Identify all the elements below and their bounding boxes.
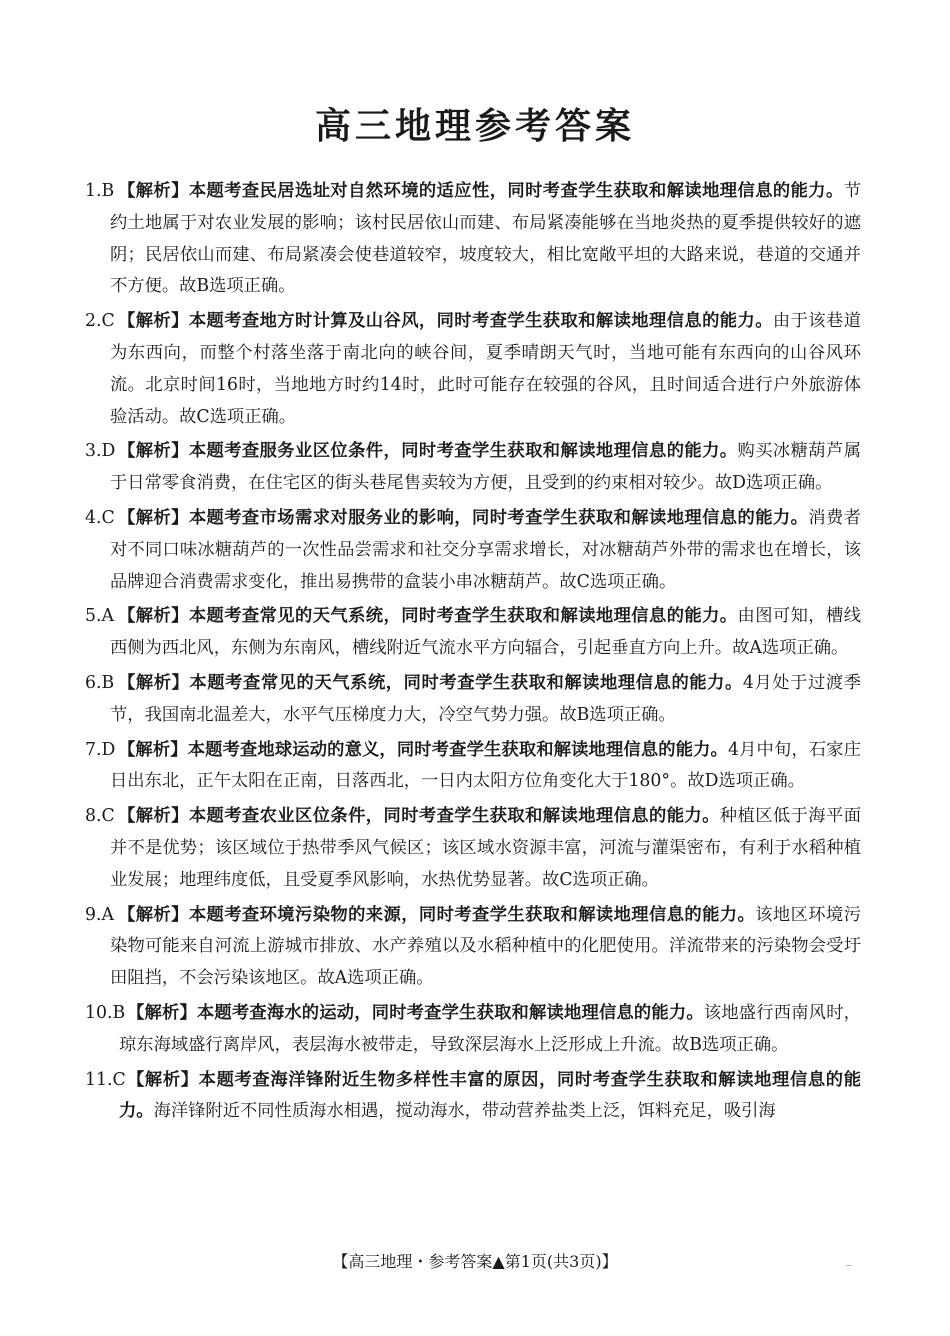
item-number: 1.	[85, 181, 102, 201]
item-answer: C	[101, 507, 115, 528]
item-answer: D	[101, 441, 116, 462]
answer-item-1	[85, 176, 861, 303]
item-number: 9.	[85, 904, 102, 925]
item-number: 5.	[85, 606, 102, 627]
analysis-tag: 【解析】	[118, 806, 189, 827]
page-footer: 【高三地理・参考答案▲第1页(共3页)】	[332, 1252, 618, 1271]
analysis-summary: 本题考查市场需求对服务业的影响，同时考查学生获取和解读地理信息的能力。	[188, 507, 809, 528]
analysis-tag: 【解析】	[118, 311, 189, 332]
analysis-tag: 【解析】	[118, 181, 189, 201]
analysis-text: 4月处于过渡季节，我国南北温差大，水平气压梯度力大，冷空气势力强。故B选项正确。	[110, 672, 861, 725]
answer-item-7	[85, 735, 861, 799]
answer-item-3	[85, 436, 861, 500]
analysis-text: 购买冰糖葫芦属于日常零食消费，在住宅区的街头巷尾售卖较为方便，且受到的约束相对较少。故D选项正确。	[110, 441, 861, 494]
item-number: 4.	[85, 507, 102, 528]
item-answer: C	[101, 806, 115, 827]
analysis-summary: 本题考查农业区位条件，同时考查学生获取和解读地理信息的能力。	[188, 806, 720, 827]
page-title: 高三地理参考答案	[314, 106, 635, 147]
item-number: 2.	[85, 311, 102, 332]
analysis-text: 4月中旬，石家庄日出东北，正午太阳在正南，日落西北，一日内太阳方位角变化大于180°。故D选项正确。	[110, 739, 861, 792]
analysis-summary: 本题考查常见的天气系统，同时考查学生获取和解读地理信息的能力。	[189, 672, 743, 693]
analysis-tag: 【解析】	[118, 672, 190, 693]
item-number: 6.	[85, 672, 102, 693]
corner-mark: —	[846, 1262, 852, 1269]
answer-list	[85, 176, 861, 1131]
item-number: 10.	[85, 1002, 113, 1023]
analysis-tag: 【解析】	[118, 507, 189, 528]
item-number: 7.	[85, 739, 102, 760]
item-answer: B	[101, 672, 115, 693]
analysis-text: 海洋锋附近不同性质海水相遇，搅动海水，带动营养盐类上泛，饵料充足，吸引海	[153, 1101, 776, 1122]
item-answer: A	[101, 904, 114, 925]
answer-item-4	[85, 503, 861, 598]
answer-item-11	[85, 1065, 861, 1129]
item-answer: B	[112, 1002, 126, 1023]
analysis-tag: 【解析】	[118, 441, 189, 462]
analysis-summary: 本题考查常见的天气系统，同时考查学生获取和解读地理信息的能力。	[188, 606, 738, 627]
analysis-summary: 本题考查环境污染物的来源，同时考查学生获取和解读地理信息的能力。	[188, 904, 756, 925]
analysis-summary: 本题考查地球运动的意义，同时考查学生获取和解读地理信息的能力。	[187, 739, 728, 760]
analysis-tag: 【解析】	[118, 606, 189, 627]
analysis-text: 该地区环境污染物可能来自河流上游城市排放、水产养殖以及水稻种植中的化肥使用。洋流带来的污染物会受圩田阻挡，不会污染该地区。故A选项正确。	[110, 904, 861, 989]
analysis-text: 由于该巷道为东西向，而整个村落坐落于南北向的峡谷间，夏季晴朗天气时，当地可能有东西向的山谷风环流。北京时间16时，当地地方时约14时，此时可能存在较强的谷风，且时间适合进行户外旅游体验活动。故C选项正确。	[110, 311, 861, 427]
answer-item-6	[85, 668, 861, 732]
analysis-summary: 本题考查地方时计算及山谷风，同时考查学生获取和解读地理信息的能力。	[188, 311, 773, 332]
analysis-text: 节约土地属于对农业发展的影响；该村民居依山而建、布局紧凑能够在当地炎热的夏季提供较好的遮阴；民居依山而建、布局紧凑会使巷道较窄，坡度较大，相比宽敞平坦的大路来说，巷道的交通并不方便。故B选项正确。	[110, 181, 861, 297]
analysis-tag: 【解析】	[127, 1002, 197, 1023]
analysis-text: 由图可知，槽线西侧为西北风，东侧为东南风，槽线附近气流水平方向辐合，引起垂直方向上升。故A选项正确。	[110, 606, 861, 659]
analysis-tag: 【解析】	[118, 904, 189, 925]
item-number: 11.	[85, 1069, 113, 1090]
item-answer: A	[101, 606, 114, 627]
answer-item-8	[85, 801, 861, 896]
analysis-text: 种植区低于海平面并不是优势；该区域位于热带季风气候区；该区域水资源丰富，河流与灌渠密布，有利于水稻种植业发展；地理纬度低，且受夏季风影响，水热优势显著。故C选项正确。	[110, 806, 861, 890]
analysis-text: 该地盛行西南风时，琼东海域盛行离岸风，表层海水被带走，导致深层海水上泛形成上升流。故B选项正确。	[119, 1002, 861, 1055]
analysis-tag: 【解析】	[127, 1069, 199, 1090]
analysis-tag: 【解析】	[118, 739, 188, 760]
item-number: 8.	[85, 806, 102, 827]
answer-item-5	[85, 601, 861, 665]
item-answer: C	[112, 1069, 126, 1090]
item-answer: B	[101, 181, 115, 201]
analysis-text: 消费者对不同口味冰糖葫芦的一次性品尝需求和社交分享需求增长，对冰糖葫芦外带的需求也在增长，该品牌迎合消费需求变化，推出易携带的盒装小串冰糖葫芦。故C选项正确。	[110, 507, 861, 592]
item-answer: D	[101, 739, 116, 760]
analysis-summary: 本题考查民居选址对自然环境的适应性，同时考查学生获取和解读地理信息的能力。	[188, 181, 844, 201]
answer-item-10	[85, 998, 861, 1062]
analysis-summary: 本题考查服务业区位条件，同时考查学生获取和解读地理信息的能力。	[188, 441, 738, 462]
answer-item-2	[85, 306, 861, 433]
analysis-summary: 本题考查海洋锋附近生物多样性丰富的原因，同时考查学生获取和解读地理信息的能力。	[119, 1069, 861, 1122]
item-number: 3.	[85, 441, 102, 462]
answer-item-9	[85, 900, 861, 995]
analysis-summary: 本题考查海水的运动，同时考查学生获取和解读地理信息的能力。	[196, 1002, 704, 1023]
item-answer: C	[101, 311, 115, 332]
